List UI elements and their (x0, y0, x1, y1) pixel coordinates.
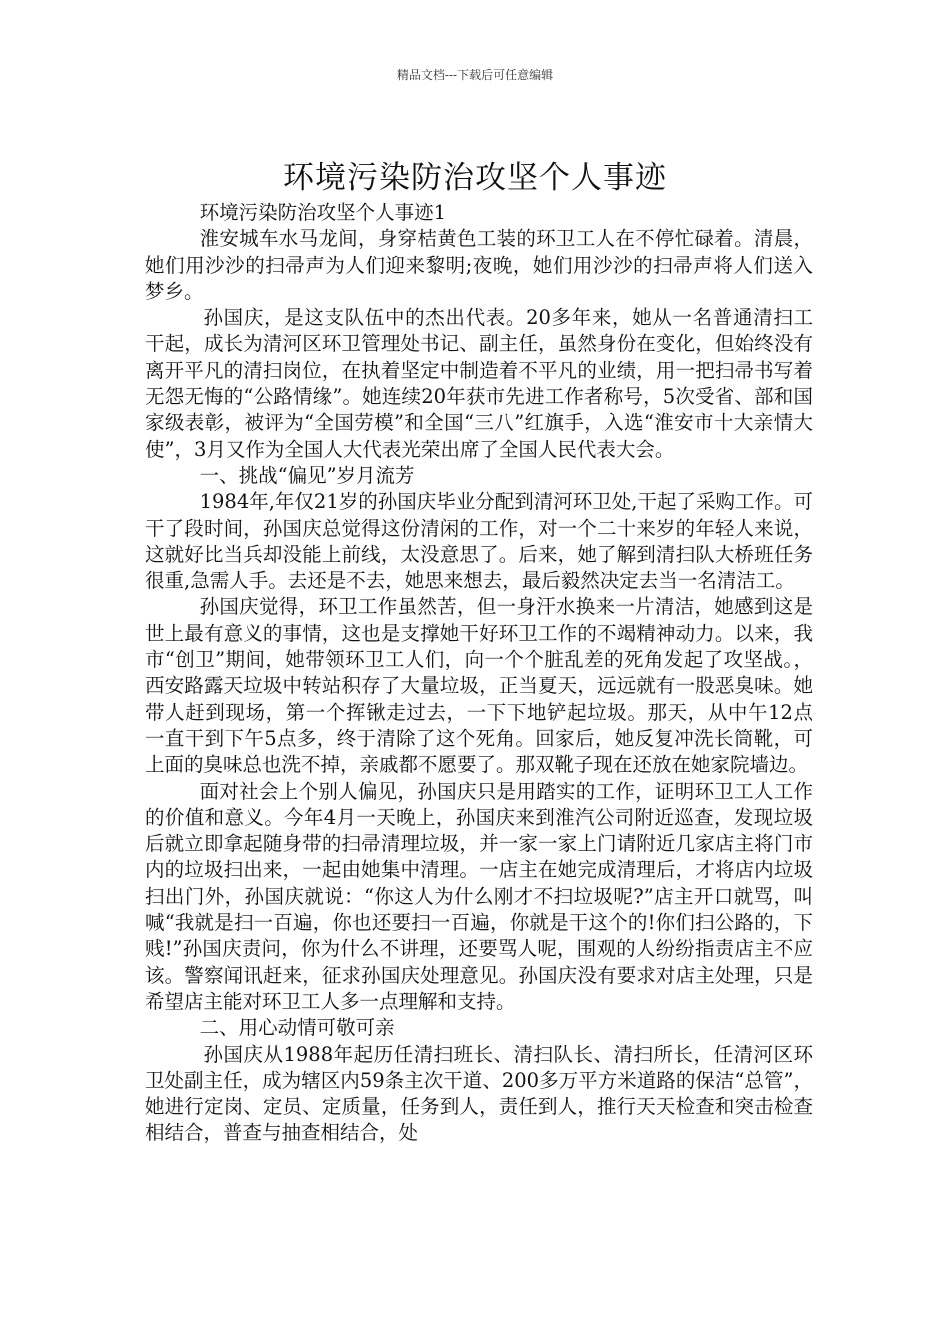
header-note: 精品文档---下载后可任意编辑 (396, 68, 554, 82)
paragraph: 面对社会上个别人偏见，孙国庆只是用踏实的工作，证明环卫工人工作的价值和意义。今年4月一天晚上，孙国庆来到淮汽公司附近巡查，发现垃圾后就立即拿起随身带的扫帚清理垃圾，并一家一家上门请附近几家店主将门市内的垃圾扫出来，一起由她集中清理。一店主在她完成清理后，才将店内垃圾扫出门外，孙国庆就说：“你这人为什么刚才不扫垃圾呢?”店主开口就骂，叫喊“我就是扫一百遍，你也还要扫一百遍，你就是干这个的!你们扫公路的，下贱!”孙国庆责问，你为什么不讲理，还要骂人呢，围观的人纷纷指责店主不应该。警察闻讯赶来，征求孙国庆处理意见。孙国庆没有要求对店主处理，只是希望店主能对环卫工人多一点理解和支持。 (145, 779, 813, 1013)
section-heading: 环境污染防治攻坚个人事迹1 (199, 201, 447, 224)
paragraph: 淮安城车水马龙间，身穿桔黄色工装的环卫工人在不停忙碌着。清晨，她们用沙沙的扫帚声为人们迎来黎明;夜晚，她们用沙沙的扫帚声将人们送入梦乡。 (145, 227, 813, 303)
paragraph: 1984年,年仅21岁的孙国庆毕业分配到清河环卫处,干起了采购工作。可干了段时间，孙国庆总觉得这份清闲的工作，对一个二十来岁的年轻人来说，这就好比当兵却没能上前线，太没意思了。后来，她了解到清扫队大桥班任务很重,急需人手。去还是不去，她思来想去，最后毅然决定去当一名清洁工。 (145, 490, 813, 593)
paragraph: 孙国庆，是这支队伍中的杰出代表。20多年来，她从一名普通清扫工干起，成长为清河区环卫管理处书记、副主任，虽然身份在变化，但始终没有离开平凡的清扫岗位，在执着坚定中制造着不平凡的业绩，用一把扫帚书写着无怨无悔的“公路情缘”。她连续20年获市先进工作者称号，5次受省、部和国家级表彰，被评为“全国劳模”和全国“三八”红旗手，入选“淮安市十大亲情大使”，3月又作为全国人大代表光荣出席了全国人民代表大会。 (145, 306, 813, 461)
paragraph: 孙国庆从1988年起历任清扫班长、清扫队长、清扫所长，任清河区环卫处副主任，成为辖区内59条主次干道、200多万平方米道路的保洁“总管”，她进行定岗、定员、定质量，任务到人，责任到人，推行天天检查和突击检查相结合，普查与抽查相结合，处 (145, 1042, 813, 1145)
section-heading: 二、用心动情可敬可亲 (199, 1016, 395, 1040)
document-body (145, 200, 813, 1147)
section-heading: 一、挑战“偏见”岁月流芳 (199, 463, 415, 487)
document-title: 环境污染防治攻坚个人事迹 (283, 159, 667, 196)
paragraph: 孙国庆觉得，环卫工作虽然苦，但一身汗水换来一片清洁，她感到这是世上最有意义的事情，这也是支撑她干好环卫工作的不竭精神动力。以来，我市“创卫”期间，她带领环卫工人们，向一个个脏乱差的死角发起了攻坚战。，西安路露天垃圾中转站积存了大量垃圾，正当夏天，远远就有一股恶臭味。她带人赶到现场，第一个挥锹走过去，一下下地铲起垃圾。那天，从中午12点一直干到下午5点多，终于清除了这个死角。回家后，她反复冲洗长筒靴，可上面的臭味总也洗不掉，亲戚都不愿要了。那双靴子现在还放在她家院墙边。 (145, 595, 813, 777)
